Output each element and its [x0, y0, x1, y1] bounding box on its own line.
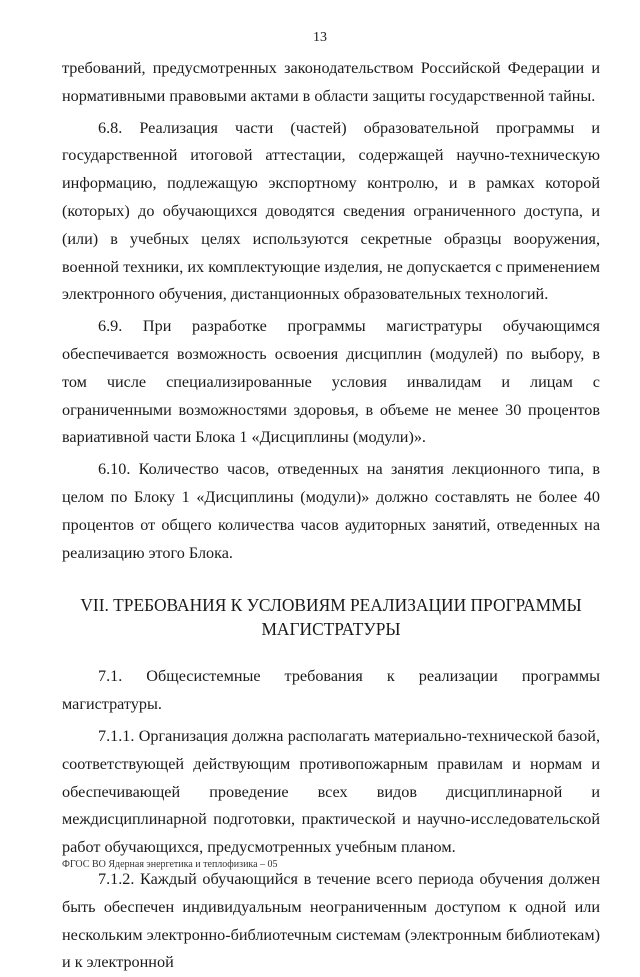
document-body [62, 55, 600, 977]
page-footer: ФГОС ВО Ядерная энергетика и теплофизика – 05 [62, 859, 278, 870]
paragraph-continuation: требований, предусмотренных законодательством Российской Федерации и нормативными правовыми актами в области защиты государственной тайны. [62, 59, 600, 105]
page-number: 13 [313, 30, 327, 45]
section-heading [62, 593, 600, 641]
paragraph-7-1-2: 7.1.2. Каждый обучающийся в течение всего периода обучения должен быть обеспечен индивидуальным неограниченным доступом к одной или нескольким электронно-библиотечным системам (электронным библиотекам) и к электронной [62, 869, 600, 972]
paragraph-6-8: 6.8. Реализация части (частей) образовательной программы и государственной итоговой аттестации, содержащей научно-техническую информацию, подлежащую экспортному контролю, и в рамках которой (которых) до обучающихся доводятся сведения ограниченного доступа, и (или) в учебных целях используются секретные образцы вооружения, военной техники, их комплектующие изделия, не допускается с применением электронного обучения, дистанционных образовательных технологий. [62, 118, 600, 304]
section-heading-line-1: VII. ТРЕБОВАНИЯ К УСЛОВИЯМ РЕАЛИЗАЦИИ ПРОГРАММЫ [80, 595, 582, 616]
section-heading-line-2: МАГИСТРАТУРЫ [261, 619, 401, 640]
paragraph-7-1: 7.1. Общесистемные требования к реализации программы магистратуры. [62, 667, 600, 714]
paragraph-6-10: 6.10. Количество часов, отведенных на занятия лекционного типа, в целом по Блоку 1 «Дисциплины (модули)» должно составлять не более 40 процентов от общего количества часов аудиторных занятий, отведенных на реализацию этого Блока. [62, 460, 600, 562]
paragraph-6-9: 6.9. При разработке программы магистратуры обучающимся обеспечивается возможность освоения дисциплин (модулей) по выбору, в том числе специализированные условия инвалидам и лицам с ограниченными возможностями здоровья, в объеме не менее 30 процентов вариативной части Блока 1 «Дисциплины (модули)». [62, 317, 600, 447]
paragraph-7-1-1: 7.1.1. Организация должна располагать материально-технической базой, соответствующей действующим противопожарным правилам и нормам и обеспечивающей проведение всех видов дисциплинарной и междисциплинарной подготовки, практической и научно-исследовательской работ обучающихся, предусмотренных учебным планом. [62, 726, 600, 857]
